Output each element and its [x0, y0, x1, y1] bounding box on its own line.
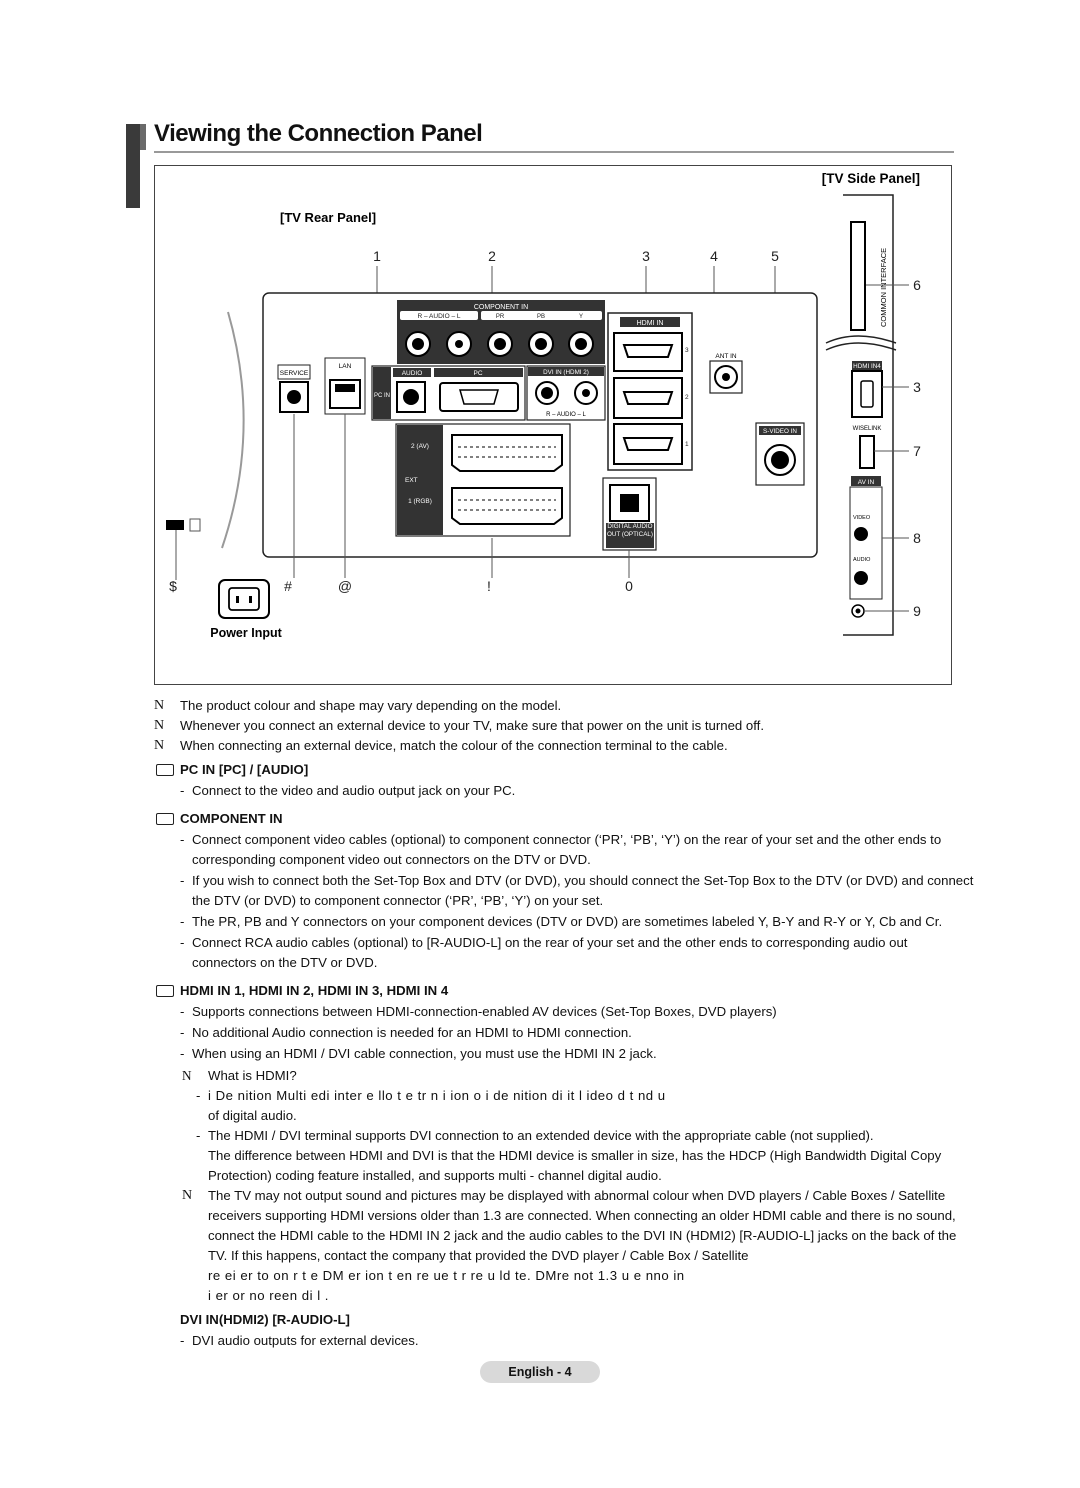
callout-7: 7: [913, 443, 921, 459]
hdmi-num-1: 1: [685, 441, 689, 448]
note: N When connecting an external device, match the colour of the connection terminal to the cable.: [154, 738, 728, 753]
callout-3-side: 3: [913, 379, 921, 395]
callout-8: 8: [913, 530, 921, 546]
wiselink-port: [860, 436, 874, 468]
common-interface-label: COMMON INTERFACE: [879, 247, 888, 327]
ext2-label: 2 (AV): [411, 443, 429, 450]
hdmi-port-2: [614, 378, 682, 418]
list-item: - Connect component video cables (optional) to component connector (‘PR’, ‘PB’, ‘Y’) on the rear of your set and the other ends to corresponding component video out connectors on the DTV or DVD.: [180, 832, 942, 867]
list-item: - Connect RCA audio cables (optional) to [R-AUDIO-L] on the rear of your set and the other ends to corresponding audio out connectors on the DTV or DVD.: [180, 935, 908, 970]
callout-bang: !: [487, 578, 491, 594]
list-item: - Supports connections between HDMI-connection-enabled AV devices (Set-Top Boxes, DVD players): [180, 1004, 777, 1019]
page-footer: English - 4: [480, 1361, 600, 1383]
list-item: of digital audio.: [208, 1108, 297, 1123]
section-heading-pc-in: PC IN [PC] / [AUDIO]: [154, 760, 974, 780]
ant-in-label: ANT IN: [715, 353, 737, 360]
list-item: The difference between HDMI and DVI is that the HDMI device is smaller in size, has the HDCP (High Bandwidth Digital Copy Protection) coding feature installed, and supports multi - channel digital audio.: [208, 1148, 942, 1183]
pr-label: PR: [495, 314, 505, 320]
video-label: VIDEO: [853, 515, 871, 521]
callout-at: @: [337, 578, 353, 594]
notes-section: [154, 696, 974, 1351]
page-title: Viewing the Connection Panel: [154, 120, 483, 147]
hdmi-in-label: HDMI IN: [636, 320, 664, 327]
connection-panel-diagram: [0, 0, 1080, 700]
note: N The product colour and shape may vary depending on the model.: [154, 698, 562, 713]
list-item: - When using an HDMI / DVI cable connection, you must use the HDMI IN 2 jack.: [180, 1046, 657, 1061]
hdmi-num-3: 3: [685, 347, 689, 354]
pc-audio-jack: [403, 389, 419, 405]
callout-6: 6: [913, 277, 921, 293]
side-audio-label: AUDIO: [853, 557, 871, 563]
callout-hash: #: [284, 578, 292, 594]
service-label: SERVICE: [279, 370, 309, 377]
note: N Whenever you connect an external device to your TV, make sure that power on the unit is turned off.: [154, 718, 765, 733]
list-item: - Connect to the video and audio output jack on your PC.: [180, 783, 516, 798]
callout-dollar: $: [169, 578, 177, 594]
cable-curve: [222, 312, 244, 548]
hdmi-port-1: [614, 424, 682, 464]
power-input-label: Power Input: [210, 626, 282, 640]
y-label: Y: [578, 314, 584, 320]
note: N What is HDMI?: [182, 1068, 297, 1083]
callout-5: 5: [771, 248, 779, 264]
callout-9: 9: [913, 603, 921, 619]
section-heading-hdmi: HDMI IN 1, HDMI IN 2, HDMI IN 3, HDMI IN 4: [154, 981, 974, 1001]
pc-in-icon: [156, 764, 174, 776]
component-icon: [156, 813, 174, 825]
list-item: - DVI audio outputs for external devices.: [180, 1333, 419, 1348]
callout-zero: 0: [625, 578, 633, 594]
list-item: i er or no reen di l .: [208, 1288, 329, 1303]
side-panel-label: [TV Side Panel]: [821, 171, 920, 186]
section-heading-component-in: COMPONENT IN: [154, 809, 974, 829]
component-audio-label: R – AUDIO – L: [417, 313, 461, 320]
lan-label: LAN: [338, 363, 352, 370]
hdmi-icon: [156, 985, 174, 997]
hdmi-port-3: [614, 333, 682, 371]
callout-2: 2: [488, 248, 496, 264]
dvi-in-label: DVI IN (HDMI 2): [543, 369, 589, 376]
common-interface-slot: [851, 222, 865, 330]
dvi-audio-label: R – AUDIO – L: [546, 412, 586, 418]
note: N The TV may not output sound and pictures may be displayed with abnormal colour when DVD players / Cable Boxes / Satellite receivers supporting HDMI versions older than 1.3 are connected. When connecting an older HDMI cable and there is no sound, connect the HDMI cable to the HDMI IN 2 jack and the audio cables to the DVI IN (HDMI2) [R-AUDIO-L] jacks on the back of the TV. If this happens, contact the company that provided the DVD player / Cable Box / Satellite: [182, 1188, 957, 1263]
list-item: - The PR, PB and Y connectors on your component devices (DTV or DVD) are sometimes labeled Y, B-Y and R-Y or Y, Cb and Cr.: [180, 914, 943, 929]
kensington-lock: [166, 520, 184, 530]
audio-jack: [854, 571, 868, 585]
digital-audio-out-label: DIGITAL AUDIO OUT (OPTICAL): [606, 523, 654, 538]
video-jack: [854, 527, 868, 541]
scart-port-1: [452, 488, 562, 524]
pc-label: PC: [473, 370, 483, 377]
list-item: re ei er to on r t e DM er ion t en re ue t r re u ld te. DMre not 1.3 u e nno in: [208, 1268, 685, 1283]
av-in-label: AV IN: [857, 479, 875, 486]
callout-1: 1: [373, 248, 381, 264]
hdmi-in4-label: HDMI IN4: [853, 363, 881, 370]
svideo-label: S-VIDEO IN: [763, 428, 797, 435]
pc-in-label: PC IN: [373, 393, 391, 399]
wiselink-label: WISELINK: [852, 426, 882, 432]
component-in-label: COMPONENT IN: [473, 304, 529, 311]
callout-3: 3: [642, 248, 650, 264]
hdmi-num-2: 2: [685, 394, 689, 401]
list-item: - The HDMI / DVI terminal supports DVI connection to an extended device with the appropriate cable (not supplied).: [196, 1128, 874, 1143]
ext1-label: 1 (RGB): [408, 498, 432, 505]
pb-label: PB: [536, 314, 546, 320]
ext-label: EXT: [405, 477, 418, 484]
rear-panel-label: [TV Rear Panel]: [280, 210, 377, 225]
list-item: - i De nition Multi edi inter e llo t e tr n i ion o i de nition di it l ideo d t nd u: [196, 1088, 666, 1103]
pc-audio-label: AUDIO: [401, 370, 423, 377]
section-heading-dvi: DVI IN(HDMI2) [R-AUDIO-L]: [180, 1312, 350, 1327]
list-item: - No additional Audio connection is needed for an HDMI to HDMI connection.: [180, 1025, 632, 1040]
callout-4: 4: [710, 248, 718, 264]
list-item: - If you wish to connect both the Set-Top Box and DTV (or DVD), you should connect the Set-Top Box to the DTV (or DVD) and connect the DTV (or DVD) to component connector (‘PR’, ‘PB’, ‘Y’) on your set.: [180, 873, 974, 908]
scart-port-2: [452, 435, 562, 471]
